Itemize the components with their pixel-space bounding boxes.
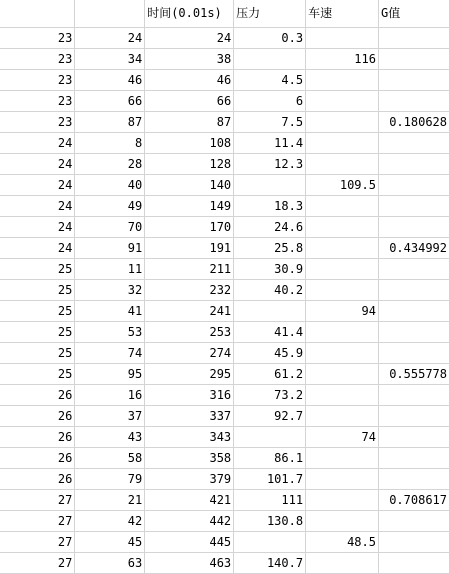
cell-col-b[interactable]: 24 xyxy=(75,28,145,49)
table-row xyxy=(0,322,450,343)
table-row xyxy=(0,343,450,364)
cell-col-pressure[interactable]: 0.3 xyxy=(234,28,306,49)
cell-col-pressure[interactable]: 92.7 xyxy=(234,406,306,427)
cell-col-g[interactable] xyxy=(378,28,449,49)
cell-col-time[interactable]: 343 xyxy=(145,427,234,448)
cell-col-g[interactable] xyxy=(378,217,449,238)
cell-col-g[interactable] xyxy=(378,280,449,301)
cell-col-time[interactable]: 211 xyxy=(145,259,234,280)
cell-col-b[interactable]: 58 xyxy=(75,448,145,469)
cell-col-pressure[interactable] xyxy=(234,301,306,322)
cell-col-g[interactable] xyxy=(378,511,449,532)
cell-col-pressure[interactable]: 111 xyxy=(234,490,306,511)
cell-col-time[interactable]: 191 xyxy=(145,238,234,259)
cell-col-b[interactable]: 11 xyxy=(75,259,145,280)
cell-col-a[interactable]: 26 xyxy=(0,406,75,427)
cell-col-a[interactable]: 25 xyxy=(0,280,75,301)
table-row xyxy=(0,154,450,175)
cell-col-time[interactable]: 232 xyxy=(145,280,234,301)
cell-col-time[interactable]: 140 xyxy=(145,175,234,196)
cell-col-b[interactable]: 16 xyxy=(75,385,145,406)
cell-col-speed[interactable] xyxy=(306,259,379,280)
cell-col-time[interactable]: 46 xyxy=(145,70,234,91)
cell-col-pressure[interactable]: 41.4 xyxy=(234,322,306,343)
table-row xyxy=(0,280,450,301)
cell-col-b[interactable]: 8 xyxy=(75,133,145,154)
cell-col-time[interactable]: 108 xyxy=(145,133,234,154)
cell-col-pressure[interactable]: 24.6 xyxy=(234,217,306,238)
cell-col-pressure[interactable]: 140.7 xyxy=(234,553,306,574)
cell-col-a[interactable]: 26 xyxy=(0,448,75,469)
cell-col-speed[interactable] xyxy=(306,343,379,364)
cell-col-speed[interactable]: 109.5 xyxy=(306,175,379,196)
table-row xyxy=(0,490,450,511)
cell-col-g[interactable] xyxy=(378,70,449,91)
cell-col-a[interactable]: 23 xyxy=(0,70,75,91)
cell-col-a[interactable]: 25 xyxy=(0,322,75,343)
cell-col-pressure[interactable]: 12.3 xyxy=(234,154,306,175)
cell-col-g[interactable] xyxy=(378,343,449,364)
cell-col-a[interactable]: 26 xyxy=(0,427,75,448)
cell-col-time[interactable]: 253 xyxy=(145,322,234,343)
table-row xyxy=(0,532,450,553)
table-row xyxy=(0,511,450,532)
cell-col-time[interactable]: 445 xyxy=(145,532,234,553)
cell-col-b[interactable]: 34 xyxy=(75,49,145,70)
cell-col-pressure[interactable]: 7.5 xyxy=(234,112,306,133)
cell-col-speed[interactable]: 116 xyxy=(306,49,379,70)
cell-col-b[interactable]: 49 xyxy=(75,196,145,217)
cell-col-g[interactable] xyxy=(378,532,449,553)
header-cell-col-b[interactable] xyxy=(75,0,145,28)
cell-col-b[interactable]: 79 xyxy=(75,469,145,490)
cell-col-time[interactable]: 295 xyxy=(145,364,234,385)
cell-col-time[interactable]: 128 xyxy=(145,154,234,175)
header-cell-col-g[interactable]: G值 xyxy=(378,0,449,28)
cell-col-a[interactable]: 24 xyxy=(0,238,75,259)
cell-col-g[interactable] xyxy=(378,175,449,196)
cell-col-time[interactable]: 149 xyxy=(145,196,234,217)
cell-col-time[interactable]: 38 xyxy=(145,49,234,70)
cell-col-time[interactable]: 170 xyxy=(145,217,234,238)
table-row xyxy=(0,406,450,427)
cell-col-time[interactable]: 87 xyxy=(145,112,234,133)
cell-col-g[interactable] xyxy=(378,133,449,154)
cell-col-pressure[interactable] xyxy=(234,49,306,70)
cell-col-pressure[interactable] xyxy=(234,532,306,553)
cell-col-pressure[interactable]: 25.8 xyxy=(234,238,306,259)
cell-col-b[interactable]: 43 xyxy=(75,427,145,448)
cell-col-speed[interactable]: 94 xyxy=(306,301,379,322)
cell-col-b[interactable]: 28 xyxy=(75,154,145,175)
cell-col-b[interactable]: 91 xyxy=(75,238,145,259)
cell-col-g[interactable] xyxy=(378,91,449,112)
cell-col-pressure[interactable]: 4.5 xyxy=(234,70,306,91)
cell-col-pressure[interactable]: 18.3 xyxy=(234,196,306,217)
cell-col-g[interactable] xyxy=(378,259,449,280)
cell-col-b[interactable]: 63 xyxy=(75,553,145,574)
cell-col-pressure[interactable]: 40.2 xyxy=(234,280,306,301)
cell-col-pressure[interactable]: 73.2 xyxy=(234,385,306,406)
cell-col-b[interactable]: 87 xyxy=(75,112,145,133)
cell-col-a[interactable]: 24 xyxy=(0,196,75,217)
cell-col-speed[interactable] xyxy=(306,217,379,238)
cell-col-a[interactable]: 24 xyxy=(0,154,75,175)
cell-col-speed[interactable] xyxy=(306,385,379,406)
table-row xyxy=(0,28,450,49)
cell-col-a[interactable]: 25 xyxy=(0,301,75,322)
cell-col-speed[interactable] xyxy=(306,70,379,91)
cell-col-pressure[interactable]: 11.4 xyxy=(234,133,306,154)
cell-col-g[interactable] xyxy=(378,469,449,490)
cell-col-g[interactable] xyxy=(378,385,449,406)
cell-col-time[interactable]: 337 xyxy=(145,406,234,427)
table-row xyxy=(0,238,450,259)
cell-col-b[interactable]: 66 xyxy=(75,91,145,112)
cell-col-speed[interactable] xyxy=(306,406,379,427)
cell-col-g[interactable] xyxy=(378,154,449,175)
cell-col-speed[interactable] xyxy=(306,196,379,217)
table-row xyxy=(0,448,450,469)
cell-col-a[interactable]: 27 xyxy=(0,532,75,553)
cell-col-pressure[interactable]: 6 xyxy=(234,91,306,112)
cell-col-g[interactable] xyxy=(378,301,449,322)
cell-col-speed[interactable] xyxy=(306,238,379,259)
cell-col-speed[interactable] xyxy=(306,469,379,490)
cell-col-b[interactable]: 46 xyxy=(75,70,145,91)
header-cell-col-time[interactable]: 时间(0.01s) xyxy=(145,0,234,28)
cell-col-time[interactable]: 442 xyxy=(145,511,234,532)
cell-col-b[interactable]: 41 xyxy=(75,301,145,322)
cell-col-time[interactable]: 316 xyxy=(145,385,234,406)
cell-col-speed[interactable] xyxy=(306,364,379,385)
cell-col-g[interactable]: 0.434992 xyxy=(378,238,449,259)
cell-col-a[interactable]: 27 xyxy=(0,490,75,511)
header-row xyxy=(0,0,450,28)
cell-col-speed[interactable] xyxy=(306,511,379,532)
table-row xyxy=(0,469,450,490)
table-row xyxy=(0,553,450,574)
cell-col-a[interactable]: 23 xyxy=(0,28,75,49)
cell-col-b[interactable]: 42 xyxy=(75,511,145,532)
cell-col-b[interactable]: 32 xyxy=(75,280,145,301)
cell-col-a[interactable]: 25 xyxy=(0,259,75,280)
cell-col-speed[interactable] xyxy=(306,28,379,49)
header-cell-col-pressure[interactable]: 压力 xyxy=(234,0,306,28)
cell-col-b[interactable]: 70 xyxy=(75,217,145,238)
cell-col-pressure[interactable] xyxy=(234,175,306,196)
cell-col-time[interactable]: 379 xyxy=(145,469,234,490)
cell-col-a[interactable]: 27 xyxy=(0,511,75,532)
cell-col-pressure[interactable]: 86.1 xyxy=(234,448,306,469)
table-row xyxy=(0,217,450,238)
cell-col-g[interactable]: 0.555778 xyxy=(378,364,449,385)
cell-col-time[interactable]: 274 xyxy=(145,343,234,364)
table-row xyxy=(0,133,450,154)
cell-col-b[interactable]: 45 xyxy=(75,532,145,553)
cell-col-time[interactable]: 463 xyxy=(145,553,234,574)
table-row xyxy=(0,112,450,133)
cell-col-b[interactable]: 40 xyxy=(75,175,145,196)
cell-col-a[interactable]: 27 xyxy=(0,553,75,574)
cell-col-a[interactable]: 23 xyxy=(0,91,75,112)
cell-col-a[interactable]: 24 xyxy=(0,217,75,238)
cell-col-speed[interactable] xyxy=(306,490,379,511)
cell-col-speed[interactable] xyxy=(306,448,379,469)
cell-col-a[interactable]: 24 xyxy=(0,133,75,154)
cell-col-speed[interactable] xyxy=(306,91,379,112)
table-row xyxy=(0,175,450,196)
cell-col-b[interactable]: 53 xyxy=(75,322,145,343)
cell-col-speed[interactable]: 74 xyxy=(306,427,379,448)
cell-col-pressure[interactable]: 101.7 xyxy=(234,469,306,490)
cell-col-time[interactable]: 358 xyxy=(145,448,234,469)
cell-col-speed[interactable] xyxy=(306,322,379,343)
cell-col-g[interactable]: 0.180628 xyxy=(378,112,449,133)
cell-col-speed[interactable] xyxy=(306,553,379,574)
cell-col-g[interactable] xyxy=(378,427,449,448)
table-row xyxy=(0,49,450,70)
table-row xyxy=(0,364,450,385)
cell-col-pressure[interactable]: 61.2 xyxy=(234,364,306,385)
table-row xyxy=(0,301,450,322)
table-row xyxy=(0,427,450,448)
header-cell-col-speed[interactable]: 车速 xyxy=(306,0,379,28)
cell-col-g[interactable] xyxy=(378,196,449,217)
cell-col-a[interactable]: 23 xyxy=(0,49,75,70)
cell-col-time[interactable]: 24 xyxy=(145,28,234,49)
cell-col-g[interactable] xyxy=(378,322,449,343)
cell-col-speed[interactable] xyxy=(306,112,379,133)
cell-col-speed[interactable] xyxy=(306,280,379,301)
cell-col-a[interactable]: 26 xyxy=(0,469,75,490)
cell-col-a[interactable]: 25 xyxy=(0,343,75,364)
cell-col-g[interactable] xyxy=(378,553,449,574)
cell-col-b[interactable]: 74 xyxy=(75,343,145,364)
cell-col-b[interactable]: 21 xyxy=(75,490,145,511)
cell-col-a[interactable]: 24 xyxy=(0,175,75,196)
cell-col-g[interactable] xyxy=(378,406,449,427)
cell-col-time[interactable]: 241 xyxy=(145,301,234,322)
cell-col-g[interactable]: 0.708617 xyxy=(378,490,449,511)
cell-col-b[interactable]: 95 xyxy=(75,364,145,385)
cell-col-a[interactable]: 25 xyxy=(0,364,75,385)
cell-col-pressure[interactable]: 30.9 xyxy=(234,259,306,280)
cell-col-pressure[interactable]: 45.9 xyxy=(234,343,306,364)
cell-col-pressure[interactable]: 130.8 xyxy=(234,511,306,532)
cell-col-a[interactable]: 26 xyxy=(0,385,75,406)
cell-col-speed[interactable] xyxy=(306,133,379,154)
cell-col-speed[interactable] xyxy=(306,154,379,175)
table-row xyxy=(0,70,450,91)
cell-col-pressure[interactable] xyxy=(234,427,306,448)
table-row xyxy=(0,385,450,406)
cell-col-time[interactable]: 66 xyxy=(145,91,234,112)
cell-col-g[interactable] xyxy=(378,49,449,70)
cell-col-time[interactable]: 421 xyxy=(145,490,234,511)
header-cell-col-a[interactable] xyxy=(0,0,75,28)
table-row xyxy=(0,196,450,217)
table-row xyxy=(0,91,450,112)
cell-col-speed[interactable]: 48.5 xyxy=(306,532,379,553)
cell-col-a[interactable]: 23 xyxy=(0,112,75,133)
cell-col-g[interactable] xyxy=(378,448,449,469)
cell-col-b[interactable]: 37 xyxy=(75,406,145,427)
table-row xyxy=(0,259,450,280)
